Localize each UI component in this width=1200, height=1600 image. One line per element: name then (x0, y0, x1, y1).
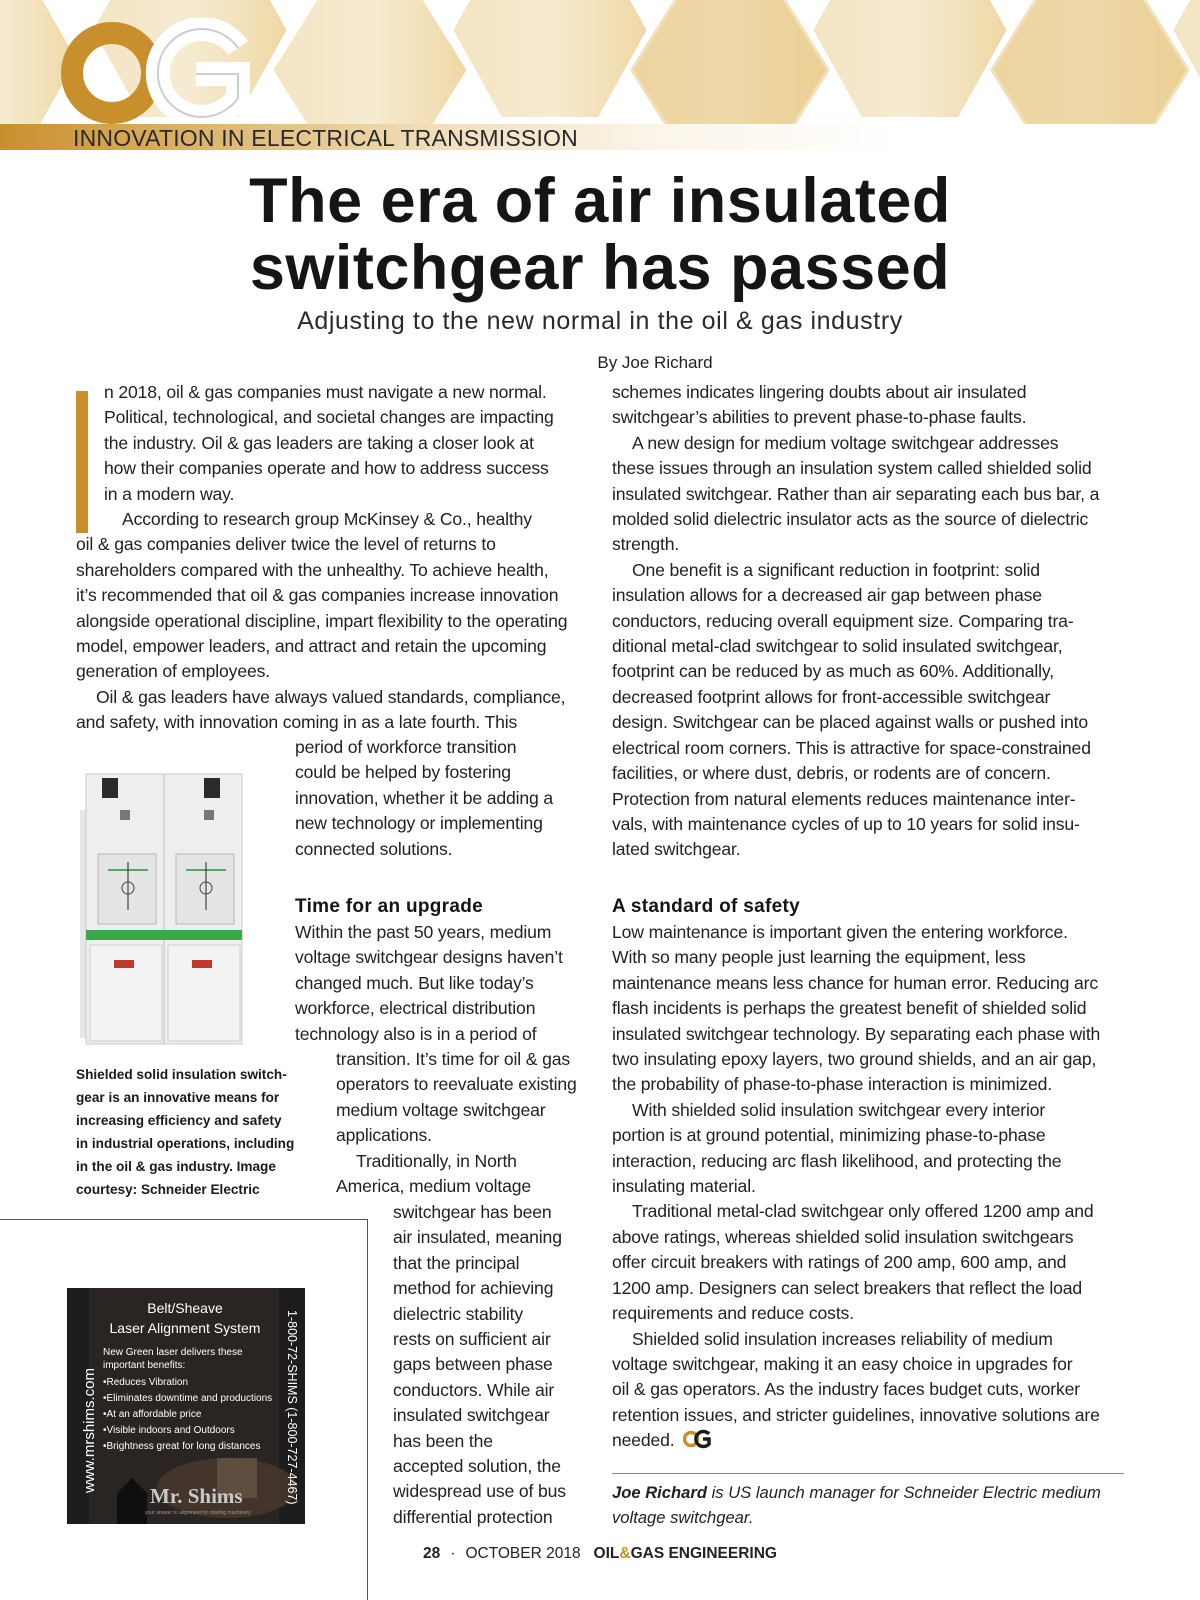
text-line: and safety, with innovation coming in as a late fourth. This (76, 712, 518, 733)
text-line: design. Switchgear can be placed against walls or pushed into (612, 712, 1088, 733)
text-line: the industry. Oil & gas leaders are taking a closer look at (104, 432, 534, 453)
text-line: applications. (336, 1125, 432, 1146)
text-line: changed much. But like today’s (295, 972, 534, 993)
upgrade-paragraph-b (336, 1047, 598, 1199)
text-line: generation of employees. (76, 661, 270, 682)
text-line: 1200 amp. Designers can select breakers that reflect the load (612, 1277, 1083, 1298)
text-line: medium voltage switchgear (336, 1099, 546, 1120)
text-line: n 2018, oil & gas companies must navigate a new normal. (104, 382, 547, 402)
ad-phone-number: 1-800-72-SHIMS (1-800-727-4467) (285, 1310, 299, 1505)
text-line: insulated switchgear. Rather than air separating each bus bar, a (612, 483, 1100, 504)
ad-brand-name: Mr. Shims (150, 1484, 243, 1508)
text-line: gaps between phase (393, 1354, 553, 1375)
text-line: schemes indicates lingering doubts about air insulated (612, 382, 1027, 402)
og-end-mark-icon (683, 1429, 711, 1449)
text-line: switchgear has been (393, 1202, 552, 1222)
text-line: operators to reevaluate existing (336, 1074, 577, 1095)
text-line: voltage switchgear, making it an easy choice in upgrades for (612, 1353, 1073, 1374)
text-line: the probability of phase-to-phase interaction is minimized. (612, 1074, 1053, 1095)
text-line: oil & gas operators. As the industry faces budget cuts, worker (612, 1379, 1080, 1400)
safety-paragraphs (612, 920, 1132, 1454)
text-line: Low maintenance is important given the entering workforce. (612, 922, 1068, 942)
text-line: rests on sufficient air (393, 1329, 551, 1350)
article-title (0, 168, 1200, 302)
article-subtitle: Adjusting to the new normal in the oil & gas industry (297, 307, 903, 335)
ad-title-line-2: Laser Alignment System (109, 1320, 261, 1336)
text-line: Traditional metal-clad switchgear only offered 1200 amp and (632, 1201, 1094, 1222)
text-line: method for achieving (393, 1278, 554, 1299)
text-line: facilities, or where dust, debris, or rodents are of concern. (612, 763, 1051, 784)
text-line: switchgear’s abilities to prevent phase-to-phase faults. (612, 407, 1027, 428)
ad-benefit-item: • Brightness great for long distances (103, 1439, 275, 1455)
ad-title-line-1: Belt/Sheave (147, 1300, 223, 1316)
photo-caption (76, 1063, 316, 1201)
section-label: INNOVATION IN ELECTRICAL TRANSMISSION (73, 125, 578, 151)
text-line: these issues through an insulation system called shielded solid (612, 458, 1092, 479)
text-line: Protection from natural elements reduces maintenance inter- (612, 788, 1076, 809)
footer-separator: · (450, 1545, 456, 1562)
text-line: decreased footprint allows for front-accessible switchgear (612, 686, 1051, 707)
text-line: Political, technological, and societal changes are impacting (104, 407, 554, 428)
issue-date: OCTOBER 2018 (465, 1545, 581, 1562)
text-line: two insulating epoxy layers, two ground shields, and an air gap, (612, 1049, 1097, 1070)
text-line: widespread use of bus (393, 1481, 566, 1502)
switchgear-photo (74, 770, 248, 1048)
text-line: insulated switchgear technology. By separating each phase with (612, 1023, 1101, 1044)
text-line: conductors, reducing overall equipment size. Comparing tra- (612, 610, 1074, 631)
text-line: ditional metal-clad switchgear to solid insulated switchgear, (612, 636, 1063, 657)
bio-author-name: Joe Richard (612, 1483, 707, 1502)
text-line: offer circuit breakers with ratings of 200 amp, 600 amp, and (612, 1252, 1067, 1273)
text-line: in a modern way. (104, 483, 235, 504)
mr-shims-advertisement[interactable] (67, 1288, 305, 1524)
section-banner (0, 124, 1200, 154)
heading-a-standard-of-safety: A standard of safety (612, 896, 800, 917)
text-line: oil & gas companies deliver twice the level of returns to (76, 534, 496, 555)
text-line: electrical room corners. This is attractive for space-constrained (612, 737, 1091, 758)
byline (0, 353, 1200, 373)
bio-line-1 (612, 1480, 1124, 1505)
mckinsey-paragraph (76, 507, 596, 736)
text-line: molded solid dielectric insulator acts as the source of dielectric (612, 509, 1089, 530)
byline-text: By Joe Richard (597, 353, 713, 372)
transition-paragraph (295, 735, 595, 862)
text-line: interaction, reducing arc flash likelihood, and protecting the (612, 1150, 1062, 1171)
text-line: it’s recommended that oil & gas companies increase innovation (76, 585, 559, 606)
ad-benefit-item: • Eliminates downtime and productions (103, 1391, 275, 1407)
text-line: new technology or implementing (295, 813, 543, 834)
text-line: voltage switchgear designs haven’t (295, 947, 563, 968)
text-line: America, medium voltage (336, 1176, 532, 1197)
ad-benefit-item: • Reduces Vibration (103, 1375, 275, 1391)
text-line: insulation allows for a decreased air gap between phase (612, 585, 1042, 606)
text-line: With so many people just learning the equipment, less (612, 947, 1026, 968)
text-line: needed. (612, 1430, 675, 1451)
text-line: alongside operational discipline, impart flexibility to the operating (76, 610, 568, 631)
text-line: above ratings, whereas shielded solid insulation switchgears (612, 1226, 1074, 1247)
upgrade-paragraph-a (295, 920, 595, 1047)
text-line: insulating material. (612, 1176, 756, 1197)
ad-benefits-list (103, 1375, 275, 1455)
text-line: conductors. While air (393, 1379, 555, 1400)
ad-benefit-item: • At an affordable price (103, 1407, 275, 1423)
text-line: With shielded solid insulation switchgear every interior (632, 1099, 1046, 1120)
ad-intro (103, 1346, 253, 1372)
magazine-name-part-1: OIL (593, 1545, 620, 1562)
text-line: retention issues, and stricter guidelines, innovative solutions are (612, 1404, 1100, 1425)
og-magazine-logo (60, 18, 250, 128)
text-line: technology also is in a period of (295, 1023, 537, 1044)
text-line: flash incidents is perhaps the greatest benefit of shielded solid (612, 998, 1087, 1019)
ad-benefit-item: • Visible indoors and Outdoors (103, 1423, 275, 1439)
text-line: Oil & gas leaders have always valued standards, compliance, (96, 686, 566, 707)
column-2-paragraphs (612, 380, 1132, 863)
intro-paragraph (104, 380, 584, 507)
text-line: has been the (393, 1430, 493, 1451)
text-line: could be helped by fostering (295, 762, 511, 783)
text-line: air insulated, meaning (393, 1227, 562, 1248)
text-line: Shielded solid insulation increases reliability of medium (632, 1328, 1053, 1349)
heading-time-for-an-upgrade: Time for an upgrade (295, 896, 483, 917)
text-line: portion is at ground potential, minimizing phase-to-phase (612, 1125, 1046, 1146)
magazine-name-part-2: GAS ENGINEERING (630, 1545, 777, 1562)
text-line: shareholders compared with the unhealthy. To achieve health, (76, 559, 549, 580)
text-line: requirements and reduce costs. (612, 1303, 854, 1324)
ad-tagline: your answer to alignment for rotating machinery (145, 1510, 251, 1516)
caption-line: Shielded solid insulation switch- (76, 1067, 287, 1082)
ad-intro-line: New Green laser delivers these (103, 1347, 243, 1358)
text-line: strength. (612, 534, 680, 555)
text-line: innovation, whether it be adding a (295, 787, 554, 808)
bio-text: is US launch manager for Schneider Electric medium (707, 1483, 1101, 1502)
text-line: dielectric stability (393, 1303, 523, 1324)
text-line: model, empower leaders, and attract and retain the upcoming (76, 636, 547, 657)
text-line: footprint can be reduced by as much as 60%. Additionally, (612, 661, 1054, 682)
text-line: that the principal (393, 1252, 520, 1273)
text-line: vals, with maintenance cycles of up to 10 years for solid insu- (612, 813, 1080, 834)
caption-line: increasing efficiency and safety (76, 1113, 282, 1128)
magazine-name-ampersand: & (619, 1545, 631, 1562)
text-line: how their companies operate and how to address success (104, 458, 549, 479)
ad-intro-line: important benefits: (103, 1360, 186, 1371)
text-line: accepted solution, the (393, 1456, 561, 1477)
caption-line: gear is an innovative means for (76, 1090, 280, 1105)
title-line-1: The era of air insulated (249, 166, 951, 236)
caption-line: in the oil & gas industry. Image (76, 1159, 276, 1174)
text-line: period of workforce transition (295, 737, 517, 757)
text-line: According to research group McKinsey & Co., healthy (122, 509, 532, 529)
page-number: 28 (423, 1545, 441, 1562)
text-line: A new design for medium voltage switchgear addresses (632, 432, 1059, 453)
text-line: maintenance means less chance for human error. Reducing arc (612, 972, 1098, 993)
text-line: Traditionally, in North (356, 1150, 517, 1171)
author-bio (612, 1480, 1124, 1531)
caption-line: courtesy: Schneider Electric (76, 1182, 260, 1197)
text-line: insulated switchgear (393, 1405, 550, 1426)
text-line: transition. It’s time for oil & gas (336, 1049, 570, 1069)
bio-line-2: voltage switchgear. (612, 1508, 754, 1528)
text-line: workforce, electrical distribution (295, 998, 536, 1019)
text-line: One benefit is a significant reduction in footprint: solid (632, 559, 1040, 580)
text-line: connected solutions. (295, 838, 453, 859)
ad-website-link[interactable]: www.mrshims.com (81, 1367, 98, 1493)
text-line: Within the past 50 years, medium (295, 922, 552, 942)
upgrade-paragraph-c (393, 1200, 598, 1530)
title-line-2: switchgear has passed (249, 233, 951, 303)
bio-divider (612, 1473, 1124, 1474)
text-line: differential protection (393, 1506, 553, 1527)
magazine-name (594, 1545, 777, 1562)
text-line: lated switchgear. (612, 839, 741, 860)
page-footer (0, 1545, 1200, 1563)
caption-line: in industrial operations, including (76, 1136, 295, 1151)
